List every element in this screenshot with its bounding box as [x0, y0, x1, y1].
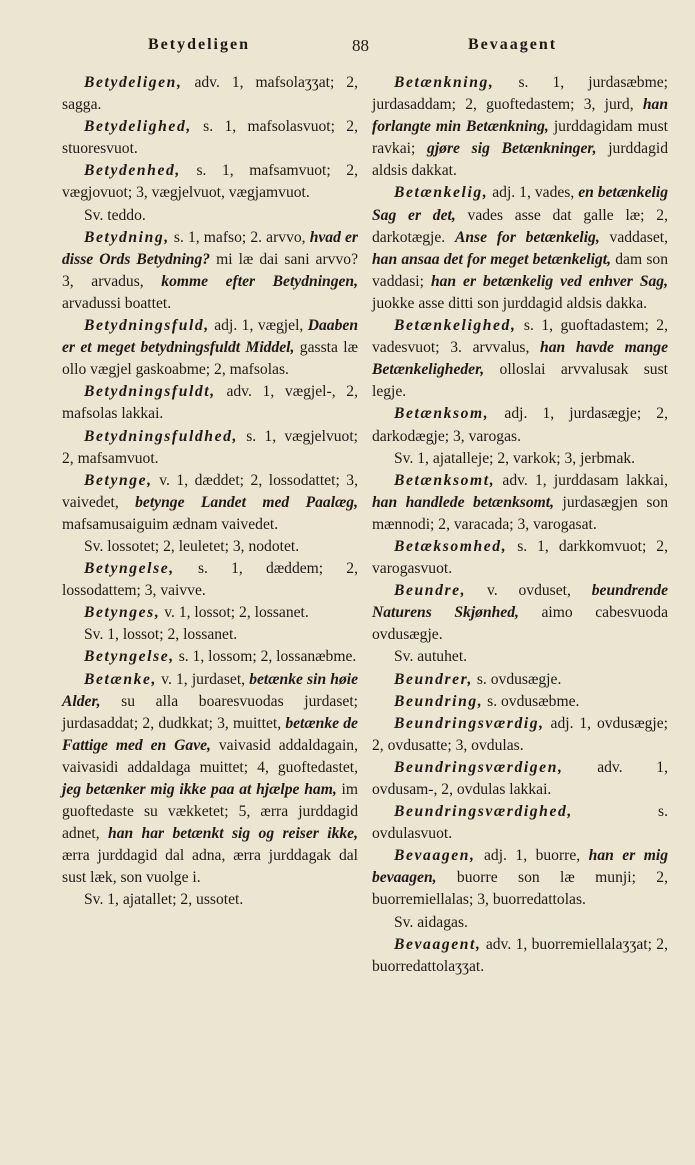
header-first-word: Betydeligen	[148, 36, 250, 53]
example-phrase: han havde mange Betænkeligheder,	[372, 339, 668, 379]
headword: Beundringsværdigen,	[394, 758, 564, 776]
dictionary-entry	[372, 934, 668, 978]
definition-text: Sv. 1, ajatalleje; 2, varkok; 3, jerbmak.	[394, 449, 636, 467]
example-phrase: Anse for betænkelig,	[454, 228, 600, 246]
dictionary-entry	[372, 912, 668, 934]
definition-text: Sv. lossotet; 2, leuletet; 3, nodotet.	[84, 537, 300, 555]
definition-text: vaddaset,	[599, 228, 668, 246]
headword: Beundringsværdig,	[394, 714, 545, 732]
definition-text: gassta læ ollo vægjel gaskoabme; 2, mafsolas.	[62, 339, 358, 379]
headword: Betyngelse,	[84, 560, 175, 578]
definition-text: adv. 1, vægjel-, 2, mafsolas lakkai.	[62, 383, 358, 423]
example-phrase: han forlangte min Betænkning,	[372, 96, 668, 136]
headword: Betydelighed,	[84, 118, 192, 136]
definition-text: vaivasid addaldagain, vaivasidi addaldaga muittet; 4, guoftedastet,	[62, 736, 358, 776]
definition-text: adj. 1, jurdasægje; 2, darkodægje; 3, varogas.	[372, 405, 668, 445]
definition-text: s. ovdusæbme.	[483, 692, 580, 710]
headword: Bevaagen,	[394, 847, 476, 865]
example-phrase: betænke de Fattige med en Gave,	[62, 714, 358, 754]
example-phrase: betænke sin høie Alder,	[62, 670, 358, 710]
page-number: 88	[352, 36, 369, 55]
headword: Beundringsværdighed,	[394, 803, 573, 821]
headword: Betænksom,	[394, 405, 490, 423]
definition-text: buorre son læ munji; 2, buorremiellalas; 3, buorredattolas.	[372, 869, 668, 909]
definition-text: su alla boaresvuodas jurdaset; jurdasaddat; 2, dudkkat; 3, muittet,	[62, 692, 358, 732]
left-column	[62, 72, 358, 912]
headword: Betydeligen,	[84, 74, 183, 91]
definition-text: aimo cabesvuoda ovdusægje.	[372, 604, 668, 644]
definition-text: jurddagidam must ravkai;	[372, 118, 668, 158]
headword: Betænkelighed,	[394, 317, 517, 335]
headword: Betydningsfuldt,	[84, 383, 216, 401]
dictionary-entry	[62, 160, 358, 204]
header-last-word: Bevaagent	[468, 36, 558, 53]
dictionary-entry	[62, 558, 358, 602]
example-phrase: betynge Landet med Paalæg,	[135, 493, 358, 511]
example-phrase: han ansaa det for meget betænkeligt,	[372, 250, 612, 268]
definition-text: adv. 1, jurddasam lakkai,	[495, 471, 668, 489]
definition-text: s. 1, mafsolasvuot; 2, stuoresvuot.	[62, 118, 358, 158]
dictionary-entry	[62, 116, 358, 160]
dictionary-entry	[372, 536, 668, 580]
definition-text: olloslai arvvalusak sust legje.	[372, 361, 668, 401]
dictionary-entry	[372, 669, 668, 691]
definition-text: ærra jurddagid dal adna, ærra jurddagak dal sust læk, son vuolge i.	[62, 847, 358, 887]
dictionary-entry	[372, 448, 668, 470]
definition-text: adv. 1, mafsolaʒʒat; 2, sagga.	[62, 74, 358, 114]
headword: Bevaagent,	[394, 935, 482, 953]
definition-text: s. ovdulasvuot.	[372, 803, 668, 843]
headword: Beundre,	[394, 582, 467, 600]
definition-text: s. 1, dæddem; 2, lossodattem; 3, vaivve.	[62, 560, 358, 600]
definition-text: s. 1, jurdasæbme; jurdasaddam; 2, guoftedastem; 3, jurd,	[372, 74, 668, 114]
definition-text: adv. 1, buorremiellalaʒʒat; 2, buorredattolaʒʒat.	[372, 935, 668, 975]
right-column	[372, 72, 668, 978]
dictionary-entry	[372, 580, 668, 646]
headword: Betyngelse,	[84, 648, 175, 666]
example-phrase: han er betænkelig ved enhver Sag,	[430, 272, 668, 290]
definition-text: v. 1, jurdaset,	[157, 670, 250, 688]
headword: Betydningsfuldhed,	[84, 427, 238, 445]
definition-text: v. ovduset,	[466, 582, 592, 600]
definition-text: s. 1, guoftadastem; 2, vadesvuot; 3. arvvalus,	[372, 317, 668, 357]
dictionary-entry	[62, 227, 358, 315]
definition-text: jurddagid aldsis dakkat.	[372, 140, 668, 180]
example-phrase: en betænkelig Sag er det,	[372, 184, 668, 224]
dictionary-entry	[372, 801, 668, 845]
definition-text: Sv. autuhet.	[394, 648, 468, 666]
dictionary-entry	[62, 889, 358, 911]
definition-text: mi læ dai sani arvvo? 3, arvadus,	[62, 250, 358, 290]
headword: Betæksomhed,	[394, 537, 508, 555]
definition-text: jurdasægjen son mænnodi; 2, varacada; 3, varogasat.	[372, 493, 668, 533]
example-phrase: komme efter Betydningen,	[161, 272, 358, 290]
headword: Betænkelig,	[394, 184, 489, 202]
definition-text: vades asse dat galle læ; 2, darkotægje.	[372, 206, 668, 246]
headword: Betænke,	[84, 670, 158, 688]
definition-text: Sv. 1, lossot; 2, lossanet.	[84, 626, 238, 644]
definition-text: v. 1, dæddet; 2, lossodattet; 3, vaivedet,	[62, 471, 358, 511]
example-phrase: gjøre sig Betænkninger,	[427, 140, 597, 158]
headword: Betydningsfuld,	[84, 317, 210, 335]
dictionary-entry	[372, 470, 668, 536]
definition-text: Sv. aidagas.	[394, 913, 468, 931]
dictionary-entry	[62, 72, 358, 116]
headword: Betynges,	[84, 604, 161, 622]
definition-text: adv. 1, ovdusam-, 2, ovdulas lakkai.	[372, 758, 668, 798]
example-phrase: hvad er disse Ords Betydning?	[62, 228, 359, 268]
definition-text: arvadussi boattet.	[62, 294, 172, 312]
headword: Betænkning,	[394, 74, 495, 91]
running-header	[0, 36, 695, 60]
definition-text: s. 1, lossom; 2, lossanæbme.	[174, 648, 357, 666]
definition-text: Sv. teddo.	[84, 206, 146, 224]
definition-text: mafsamusaiguim ædnam vaivedet.	[62, 515, 279, 533]
headword: Betydning,	[84, 228, 170, 246]
definition-text: Sv. 1, ajatallet; 2, ussotet.	[84, 891, 244, 909]
definition-text: im guoftedaste su vækketet; 5, ærra jurddagid adnet,	[62, 781, 358, 843]
headword: Beundring,	[394, 692, 484, 710]
dictionary-entry	[372, 72, 668, 182]
definition-text: adj. 1, ovdusægje; 2, ovdusatte; 3, ovdulas.	[372, 714, 668, 754]
definition-text: s. 1, darkkomvuot; 2, varogasvuot.	[372, 537, 668, 578]
dictionary-entry	[62, 315, 358, 381]
headword: Beundrer,	[394, 670, 473, 688]
dictionary-entry	[62, 646, 358, 668]
example-phrase: Daaben er et meget betydningsfuldt Middel,	[62, 317, 358, 357]
dictionary-entry	[62, 426, 358, 470]
headword: Betænksomt,	[394, 471, 496, 489]
dictionary-entry	[62, 624, 358, 646]
dictionary-entry	[372, 403, 668, 447]
definition-text: s. ovdusægje.	[472, 670, 562, 688]
dictionary-entry	[62, 381, 358, 425]
dictionary-entry	[372, 315, 668, 403]
dictionary-entry	[372, 757, 668, 801]
example-phrase: beundrende Naturens Skjønhed,	[372, 582, 668, 622]
dictionary-entry	[62, 602, 358, 624]
headword: Betydenhed,	[84, 162, 181, 180]
headword: Betynge,	[84, 471, 153, 489]
dictionary-entry	[372, 691, 668, 713]
example-phrase: han er mig bevaagen,	[372, 847, 669, 887]
dictionary-entry	[372, 845, 668, 911]
example-phrase: han handlede betænksomt,	[372, 493, 555, 511]
definition-text: adj. 1, buorre,	[475, 847, 589, 865]
definition-text: v. 1, lossot; 2, lossanet.	[160, 604, 309, 622]
definition-text: s. 1, vægjelvuot; 2, mafsamvuot.	[62, 427, 358, 467]
definition-text: dam son vaddasi;	[372, 250, 668, 290]
definition-text: adj. 1, vades,	[488, 184, 579, 202]
dictionary-entry	[62, 669, 358, 890]
dictionary-entry	[372, 182, 668, 315]
definition-text: juokke asse ditti son jurddagid aldsis dakka.	[372, 294, 648, 312]
dictionary-entry	[372, 646, 668, 668]
definition-text: s. 1, mafsamvuot; 2, vægjovuot; 3, vægjelvuot, vægjamvuot.	[62, 162, 358, 202]
example-phrase: han har betænkt sig og reiser ikke,	[108, 825, 358, 843]
dictionary-entry	[62, 205, 358, 227]
definition-text: adj. 1, vægjel,	[209, 317, 308, 335]
definition-text: s. 1, mafso; 2. arvvo,	[169, 228, 310, 246]
dictionary-entry	[372, 713, 668, 757]
example-phrase: jeg betænker mig ikke paa at hjælpe ham,	[62, 781, 337, 798]
dictionary-entry	[62, 536, 358, 558]
dictionary-entry	[62, 470, 358, 536]
